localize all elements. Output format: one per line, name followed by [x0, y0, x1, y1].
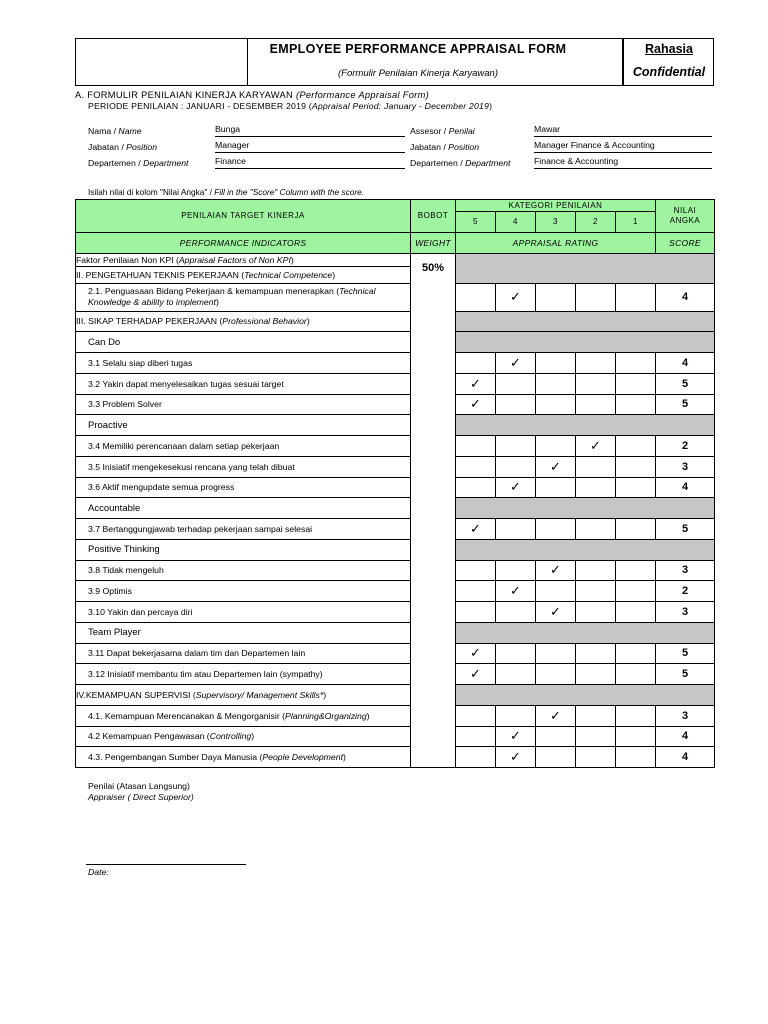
rating-cell[interactable]	[536, 747, 576, 768]
header-rating: APPRAISAL RATING	[456, 232, 656, 253]
rating-cell[interactable]	[616, 456, 656, 477]
rating-2: 2	[576, 212, 616, 233]
rating-cell[interactable]	[616, 283, 656, 311]
rating-cell[interactable]	[536, 581, 576, 602]
rating-cell[interactable]	[616, 747, 656, 768]
score-cell[interactable]: 4	[656, 353, 715, 374]
score-cell[interactable]: 3	[656, 602, 715, 623]
indicator-label: 4.3. Pengembangan Sumber Daya Manusia (People Development)	[76, 747, 411, 768]
indicator-label: 3.12 Inisiatif membantu tim atau Departemen lain (sympathy)	[76, 664, 411, 685]
rating-cell[interactable]	[616, 705, 656, 726]
rating-3: 3	[536, 212, 576, 233]
indicator-label: 4.2 Kemampuan Pengawasan (Controlling)	[76, 726, 411, 747]
item-2-1: 2.1. Penguasaan Bidang Pekerjaan & kemampuan menerapkan (Technical Knowledge & ability to implement)	[76, 283, 411, 311]
section-technical: II. PENGETAHUAN TEKNIS PEKERJAAN (Technical Competence)	[76, 266, 411, 283]
rating-cell[interactable]	[576, 456, 616, 477]
header-weight: WEIGHT	[411, 232, 456, 253]
rating-cell[interactable]: ✓	[536, 456, 576, 477]
rating-cell[interactable]	[456, 747, 496, 768]
rating-cell[interactable]	[616, 560, 656, 581]
appraiser-label: Penilai (Atasan Langsung) Appraiser ( Direct Superior)	[88, 781, 194, 802]
rating-cell[interactable]	[496, 560, 536, 581]
appraisal-period: PERIODE PENILAIAN : JANUARI - DESEMBER 2019 (Appraisal Period: January - December 2019)	[88, 101, 493, 111]
indicator-label: 3.2 Yakin dapat menyelesaikan tugas sesuai target	[76, 373, 411, 394]
rating-cell[interactable]	[496, 602, 536, 623]
rating-cell[interactable]	[496, 643, 536, 664]
rating-cell[interactable]	[576, 353, 616, 374]
name-label: Nama / Name	[88, 126, 142, 136]
rating-cell[interactable]	[536, 519, 576, 540]
rating-cell[interactable]	[576, 602, 616, 623]
rating-cell[interactable]	[616, 519, 656, 540]
rating-cell[interactable]	[496, 394, 536, 415]
score-cell[interactable]: 4	[656, 477, 715, 498]
assessor-position-label: Jabatan / Position	[410, 142, 480, 152]
score-cell[interactable]: 4	[656, 283, 715, 311]
logo-area	[76, 39, 248, 85]
rating-cell[interactable]	[456, 353, 496, 374]
assessor-label: Assesor / Penilai	[410, 126, 475, 136]
score-cell[interactable]: 2	[656, 436, 715, 457]
score-cell[interactable]: 3	[656, 560, 715, 581]
shaded-block	[456, 622, 715, 643]
rating-cell[interactable]	[616, 373, 656, 394]
rating-cell[interactable]: ✓	[456, 643, 496, 664]
indicator-label: 3.11 Dapat bekerjasama dalam tim dan Departemen lain	[76, 643, 411, 664]
score-cell[interactable]: 3	[656, 456, 715, 477]
rating-cell[interactable]: ✓	[536, 705, 576, 726]
subcategory-label: Positive Thinking	[76, 539, 411, 560]
score-cell[interactable]: 5	[656, 664, 715, 685]
section-professional: III. SIKAP TERHADAP PEKERJAAN (Professional Behavior)	[76, 311, 411, 332]
rating-cell[interactable]	[456, 436, 496, 457]
form-title: EMPLOYEE PERFORMANCE APPRAISAL FORM	[269, 42, 567, 56]
rating-1: 1	[616, 212, 656, 233]
rating-cell[interactable]	[496, 705, 536, 726]
rating-cell[interactable]	[536, 477, 576, 498]
form-header	[75, 38, 714, 86]
rating-cell[interactable]: ✓	[456, 519, 496, 540]
rating-4: 4	[496, 212, 536, 233]
rating-cell[interactable]	[536, 353, 576, 374]
indicator-label: 3.9 Optimis	[76, 581, 411, 602]
rating-cell[interactable]: ✓	[536, 560, 576, 581]
position-label: Jabatan / Position	[88, 142, 158, 152]
rating-cell[interactable]: ✓	[496, 581, 536, 602]
rating-cell[interactable]	[616, 436, 656, 457]
assessor-field[interactable]: Mawar	[534, 124, 712, 137]
subcategory-label: Can Do	[76, 332, 411, 353]
rating-cell[interactable]	[616, 353, 656, 374]
rating-cell[interactable]	[576, 747, 616, 768]
rating-cell[interactable]	[456, 705, 496, 726]
shaded-block	[456, 311, 715, 332]
indicator-label: 3.8 Tidak mengeluh	[76, 560, 411, 581]
assessor-department-label: Departemen / Department	[410, 158, 511, 168]
rating-cell[interactable]	[576, 726, 616, 747]
name-field[interactable]: Bunga	[215, 124, 405, 137]
rating-cell[interactable]	[616, 602, 656, 623]
header-target: PENILAIAN TARGET KINERJA	[76, 200, 411, 233]
signature-line[interactable]	[86, 864, 246, 865]
score-cell[interactable]: 5	[656, 394, 715, 415]
rating-cell[interactable]	[576, 560, 616, 581]
rating-cell[interactable]	[616, 394, 656, 415]
subcategory-label: Team Player	[76, 622, 411, 643]
rating-cell[interactable]	[536, 394, 576, 415]
weight-value: 50%	[411, 253, 456, 768]
subcategory-label: Accountable	[76, 498, 411, 519]
header-indicators: PERFORMANCE INDICATORS	[76, 232, 411, 253]
shaded-block	[456, 539, 715, 560]
rating-cell[interactable]: ✓	[536, 602, 576, 623]
rating-cell[interactable]	[456, 477, 496, 498]
score-cell[interactable]: 4	[656, 726, 715, 747]
section-supervisory: IV.KEMAMPUAN SUPERVISI (Supervisory/ Management Skills*)	[76, 685, 411, 706]
department-field[interactable]: Finance	[215, 156, 405, 169]
date-label: Date:	[88, 867, 109, 877]
subcategory-label: Proactive	[76, 415, 411, 436]
score-cell[interactable]: 5	[656, 373, 715, 394]
form-subtitle: (Formulir Penilaian Kinerja Karyawan)	[338, 68, 498, 79]
rating-cell[interactable]	[576, 664, 616, 685]
rating-cell[interactable]	[456, 456, 496, 477]
rating-cell[interactable]	[536, 436, 576, 457]
position-field[interactable]: Manager	[215, 140, 405, 153]
header-bobot: BOBOT	[411, 200, 456, 233]
score-cell[interactable]: 5	[656, 519, 715, 540]
rating-cell[interactable]	[496, 436, 536, 457]
indicator-label: 3.3 Problem Solver	[76, 394, 411, 415]
rating-cell[interactable]: ✓	[496, 353, 536, 374]
rating-cell[interactable]	[576, 705, 616, 726]
confidential-label: Confidential	[632, 65, 706, 79]
non-kpi-label: Faktor Penilaian Non KPI (Appraisal Factors of Non KPI)	[76, 253, 411, 266]
rating-cell[interactable]	[496, 519, 536, 540]
rating-cell[interactable]	[536, 373, 576, 394]
rating-cell[interactable]	[616, 643, 656, 664]
rating-cell[interactable]	[576, 643, 616, 664]
rating-cell[interactable]	[576, 373, 616, 394]
rating-cell[interactable]: ✓	[496, 477, 536, 498]
rating-cell[interactable]	[456, 726, 496, 747]
rating-cell[interactable]	[576, 394, 616, 415]
rating-cell[interactable]	[616, 664, 656, 685]
section-a-title: A. FORMULIR PENILAIAN KINERJA KARYAWAN (Performance Appraisal Form)	[75, 90, 430, 100]
rating-cell[interactable]	[576, 477, 616, 498]
rating-cell[interactable]	[576, 581, 616, 602]
rating-cell[interactable]	[456, 602, 496, 623]
rating-cell[interactable]	[536, 664, 576, 685]
score-cell[interactable]: 5	[656, 643, 715, 664]
shaded-block	[456, 415, 715, 436]
score-cell[interactable]: 2	[656, 581, 715, 602]
assessor-position-field[interactable]: Manager Finance & Accounting	[534, 140, 712, 153]
rating-cell[interactable]: ✓	[496, 747, 536, 768]
rating-cell[interactable]	[496, 664, 536, 685]
rating-cell[interactable]	[456, 581, 496, 602]
rating-cell[interactable]	[536, 643, 576, 664]
rating-cell[interactable]	[536, 283, 576, 311]
indicator-label: 3.1 Selalu siap diberi tugas	[76, 353, 411, 374]
score-cell[interactable]: 4	[656, 747, 715, 768]
rating-cell[interactable]	[496, 373, 536, 394]
appraisal-table	[75, 199, 715, 768]
rating-cell[interactable]	[456, 560, 496, 581]
indicator-label: 3.7 Bertanggungjawab terhadap pekerjaan sampai selesai	[76, 519, 411, 540]
rating-cell[interactable]: ✓	[576, 436, 616, 457]
indicator-label: 4.1. Kemampuan Merencanakan & Mengorganisir (Planning&Organizing)	[76, 705, 411, 726]
rating-cell[interactable]: ✓	[456, 394, 496, 415]
shaded-block	[456, 498, 715, 519]
rating-5: 5	[456, 212, 496, 233]
rating-cell[interactable]	[456, 283, 496, 311]
rating-cell[interactable]: ✓	[456, 664, 496, 685]
rating-cell[interactable]	[616, 477, 656, 498]
rating-cell[interactable]	[616, 726, 656, 747]
header-nilai: NILAI ANGKA	[656, 200, 715, 233]
rating-cell[interactable]	[576, 519, 616, 540]
indicator-label: 3.5 Inisiatif mengekesekusi rencana yang telah dibuat	[76, 456, 411, 477]
rahasia-label: Rahasia	[645, 42, 693, 56]
indicator-label: 3.10 Yakin dan percaya diri	[76, 602, 411, 623]
rating-cell[interactable]	[496, 456, 536, 477]
instruction-text: Isilah nilai di kolom "Nilai Angka" / Fill in the "Score" Column with the score.	[88, 187, 365, 197]
shaded-block	[456, 332, 715, 353]
shaded-block	[456, 253, 715, 283]
header-kategori: KATEGORI PENILAIAN	[456, 200, 656, 212]
shaded-block	[456, 685, 715, 706]
rating-cell[interactable]	[616, 581, 656, 602]
rating-cell[interactable]	[536, 726, 576, 747]
rating-cell[interactable]: ✓	[456, 373, 496, 394]
indicator-label: 3.4 Memiliki perencanaan dalam setiap pekerjaan	[76, 436, 411, 457]
assessor-department-field[interactable]: Finance & Accounting	[534, 156, 712, 169]
rating-cell[interactable]: ✓	[496, 283, 536, 311]
rating-cell[interactable]: ✓	[496, 726, 536, 747]
rating-cell[interactable]	[576, 283, 616, 311]
indicator-label: 3.6 Aktif mengupdate semua progress	[76, 477, 411, 498]
header-score: SCORE	[656, 232, 715, 253]
score-cell[interactable]: 3	[656, 705, 715, 726]
department-label: Departemen / Department	[88, 158, 189, 168]
